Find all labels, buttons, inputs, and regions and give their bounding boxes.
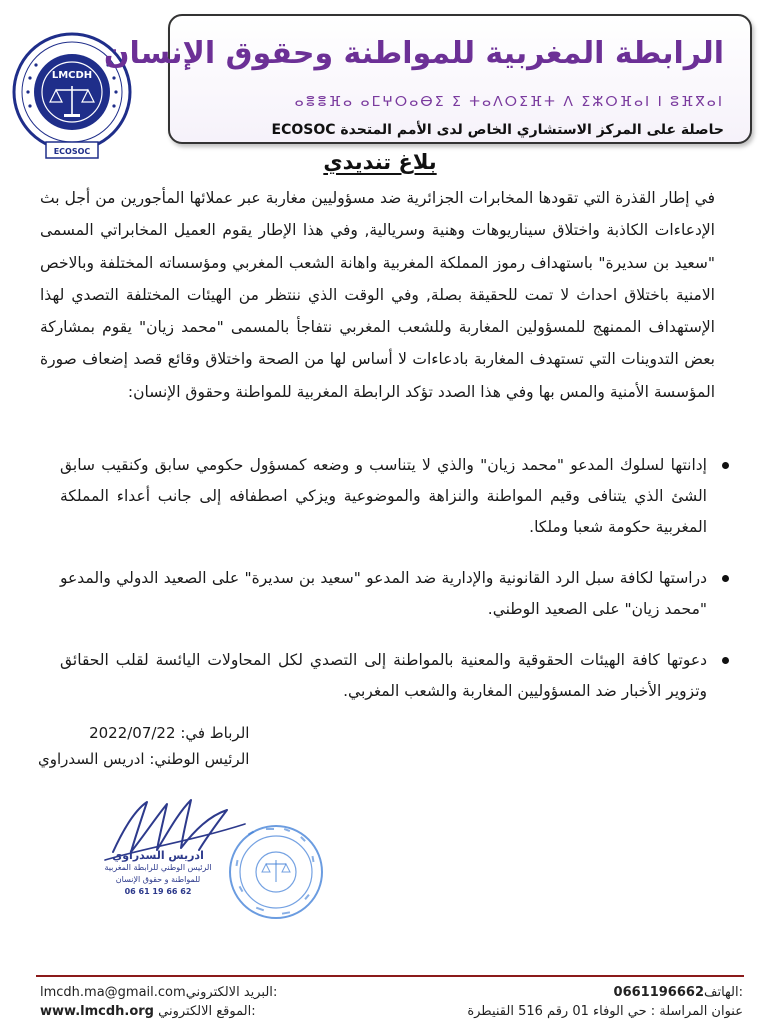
org-title: الرابطة المغربية للمواطنة وحقوق الإنسان [103,36,724,71]
document-date: 2022/07/22 [89,724,176,742]
letterhead-box [103,14,752,144]
intro-paragraph: في إطار القذرة التي تقودها المخابرات الجزائرية ضد مسؤوليين مغاربة عبر عملائها المأجورين من أجل بث الإدعاءات الكاذبة واختلاق سيناريوهات وهنية وسريالية, وفي هذا الإطار يقوم العميل المخابراتي المسمى "سعيد بن سديرة" باستهداف رموز المملكة المغربية واهانة الشعب المغربي ومؤسساته المختلفة وبالاخص الامنية باختلاق احداث لا تمت للحقيقة بصلة, وفي الوقت الذي ننتظر من الهيئات المختلفة التصدي لهذا الإستهداف الممنهج للمسؤولين المغاربة وللشعب المغربي نتفاجأ بالمسمى "محمد زيان" يقوم بمشاركة بعض التدوينات التي تستهدف المغاربة بادعاءات لا أساس لها من الصحة واختلاق وقائع قصد إضعاف صورة المؤسسة الأمنية والمس بها وفي هذا الصدد تؤكد الرابطة المغربية للمواطنة وحقوق الإنسان: [40,189,715,401]
footer-website-group [40,1004,256,1019]
footer-contact-row [40,985,743,1000]
footer-address-group [467,1004,743,1019]
signature-role-line2: للمواطنة و حقوق الإنسان [115,875,201,884]
footer-divider [36,975,744,977]
place-date-line [38,720,249,746]
footer-email-label: البريد الالكتروني: [185,985,278,1000]
signature-block [98,850,218,898]
ecosoc-status-line: حاصلة على المركز الاستشاري الخاص لدى الأمم المتحدة ECOSOC [271,122,724,138]
list-item: دراستها لكافة سبل الرد القانونية والإدارية ضد المدعو "سعيد بن سديرة" على الصعيد الدولي والمدعو "محمد زيان" على الصعيد الوطني. [60,563,735,625]
logo-acronym: LMCDH [51,70,93,81]
footer-email-group [40,985,277,1000]
list-item: دعوتها كافة الهيئات الحقوقية والمعنية بالمواطنة إلى التصدي لكل المحاولات اليائسة لقلب الحقائق وتزوير الأخبار ضد المسؤوليين المغاربة والشعب المغربي. [60,645,735,707]
footer-address-row [40,1004,743,1019]
president-name: ادريس السدراوي [38,750,145,768]
footer-phone: 0661196662 [613,985,704,1000]
official-stamp [226,822,326,922]
place-date-label: الرباط في: [180,724,250,742]
signature-phone: 06 61 19 66 62 [124,887,192,896]
tifinagh-org-name: ⴰⴻⴻⴼⴰ ⴰⵎⵖⵔⴰⴱⵉ ⵉ ⵜⴰⴷⵔⵉⴼⵜ ⴷ ⵉⵣⵔⴼⴰⵏ ⵏ ⵓⴼⴳⴰⵏ [294,94,724,110]
president-line [38,746,249,772]
president-label: الرئيس الوطني: [149,750,250,768]
signature-role-line1: الرئيس الوطني للرابطة المغربية [104,863,212,872]
logo-ecosoc-label: ECOSOC [53,147,91,156]
demands-list [60,450,735,727]
footer-phone-label: الهاتف: [704,985,743,1000]
document-title: بلاغ تنديدي [323,150,437,174]
footer-website-label: الموقع الالكتروني: [158,1004,256,1019]
list-item: إدانتها لسلوك المدعو "محمد زيان" والذي لا يتناسب و وضعه كمسؤول حكومي سابق وكنقيب سابق الشئ الذي يتنافى وقيم المواطنة والنزاهة والموضوعية ويزكي اصطفافه إلى جانب أعداء المملكة المغربية حكومة شعبا وملكا. [60,450,735,543]
dateline-block [38,720,249,772]
footer-email[interactable]: lmcdh.ma@gmail.com [40,985,186,1000]
footer-phone-group [614,985,743,1000]
footer-address: حي الوفاء 01 رقم 516 القنيطرة [467,1004,647,1019]
signature-name: ادريس السدراوي [112,849,204,862]
footer-website[interactable]: www.lmcdh.org [40,1004,154,1019]
footer-address-label: عنوان المراسلة : [650,1004,743,1019]
